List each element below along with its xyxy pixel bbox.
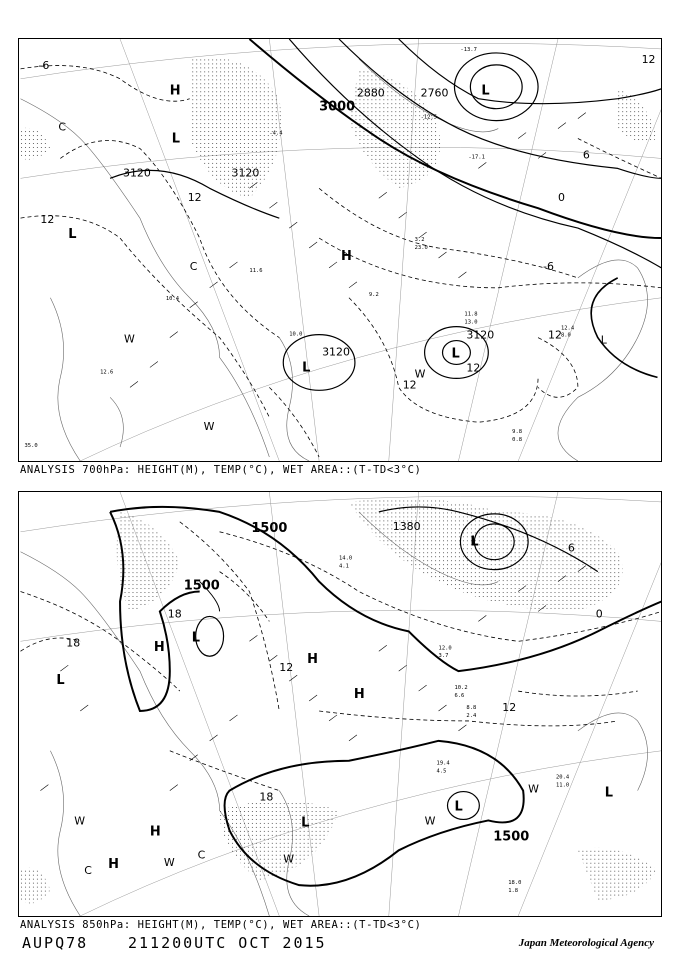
temp-label: -6	[38, 58, 50, 72]
center-label: L	[68, 227, 77, 243]
pressure-centers	[58, 83, 607, 436]
center-label: L	[301, 815, 310, 831]
center-label: W	[203, 420, 215, 434]
center-label: W	[74, 814, 86, 828]
center-label: L	[451, 346, 460, 362]
temp-label: 12	[466, 361, 481, 375]
height-label: 1380	[392, 519, 421, 533]
center-label: W	[283, 852, 295, 866]
temp-label: 12	[187, 191, 202, 205]
height-label: 3120	[231, 166, 260, 180]
center-label: L	[56, 673, 65, 689]
height-label: 3120	[466, 328, 495, 342]
temp-label: 18	[167, 607, 182, 621]
center-label: H	[353, 687, 365, 703]
obs-value: 12.0	[438, 645, 452, 652]
obs-value: 0.8	[512, 437, 523, 444]
temp-label: 18	[259, 790, 274, 804]
temp-label: 12	[40, 213, 55, 227]
obs-value: 2.4	[466, 712, 477, 719]
center-label: H	[108, 857, 119, 873]
map-panel-850hpa	[18, 491, 662, 917]
center-label: L	[171, 131, 181, 147]
obs-value: 9.2	[368, 291, 379, 298]
obs-value: 12.4	[560, 325, 575, 332]
wet-area	[21, 57, 658, 198]
temp-label: 12	[279, 661, 294, 675]
temp-label: 12	[502, 700, 517, 714]
center-label: W	[424, 814, 436, 828]
height-label: 1500	[183, 578, 220, 594]
obs-value: 13.0	[464, 319, 478, 326]
center-label: L	[604, 785, 613, 801]
center-label: H	[341, 248, 352, 264]
obs-value: 10.4	[165, 295, 180, 302]
map-panel-700hpa	[18, 38, 662, 462]
height-label: 3000	[319, 99, 356, 115]
height-label: 2760	[420, 86, 449, 100]
obs-value: 20.4	[555, 774, 570, 781]
temp-label: -6	[543, 259, 554, 273]
obs-value: 3.7	[438, 653, 449, 660]
map-700hpa-canvas	[19, 39, 662, 461]
center-label: H	[153, 640, 165, 656]
obs-value: 12.6	[100, 369, 114, 376]
temp-label: 12	[641, 52, 656, 66]
temp-label: 0	[595, 607, 603, 621]
center-label: H	[307, 652, 318, 668]
center-label: L	[600, 333, 607, 347]
temp-label: 18	[66, 636, 81, 650]
center-label: W	[124, 332, 135, 346]
agency-credit: Japan Meteorological Agency	[518, 937, 654, 949]
obs-value: 4.5	[436, 768, 447, 775]
obs-value: 3.2	[414, 237, 425, 244]
temp-label: 0	[557, 191, 565, 205]
center-label: C	[84, 864, 92, 878]
center-label: C	[58, 120, 66, 134]
obs-value: -13.7	[460, 46, 477, 53]
obs-value: -4.4	[269, 130, 283, 137]
obs-value: 23.0	[414, 245, 428, 252]
obs-value: 19.4	[436, 760, 450, 767]
obs-value: 4.1	[339, 563, 349, 570]
caption-700hpa: ANALYSIS 700hPa: HEIGHT(M), TEMP(°C), WET AREA::(T-TD<3°C)	[20, 464, 422, 476]
center-label: L	[470, 534, 479, 550]
height-label: 1500	[493, 829, 530, 845]
obs-value: 11.0	[555, 782, 570, 789]
station-observations	[25, 47, 575, 449]
obs-value: 10.0	[289, 331, 303, 338]
height-label: 3120	[322, 345, 350, 359]
issue-time: 211200UTC OCT 2015	[128, 934, 327, 952]
temp-label: 12	[548, 328, 562, 342]
center-label: L	[302, 360, 311, 376]
obs-value: -17.1	[468, 154, 485, 161]
obs-value: 9.8	[512, 429, 523, 436]
obs-value: 14.0	[339, 555, 353, 562]
temp-label: 12	[402, 378, 417, 392]
obs-value: -12.5	[420, 114, 438, 121]
obs-value: 6.6	[454, 693, 465, 700]
obs-value: 10.2	[454, 685, 468, 692]
center-label: W	[414, 367, 426, 381]
temp-label: 6	[582, 148, 590, 162]
height-label: 1500	[251, 520, 288, 536]
obs-value: 11.8	[464, 311, 478, 318]
obs-value: 8.8	[466, 704, 477, 711]
caption-850hpa: ANALYSIS 850hPa: HEIGHT(M), TEMP(°C), WET AREA::(T-TD<3°C)	[20, 919, 422, 931]
height-label: 2880	[356, 86, 385, 100]
center-label: H	[169, 83, 181, 99]
height-label: 3120	[123, 166, 151, 180]
center-label: H	[149, 824, 161, 840]
temp-label: 6	[567, 541, 575, 555]
obs-value: 11.6	[249, 267, 263, 274]
center-label: C	[189, 259, 198, 273]
center-label: L	[191, 630, 200, 646]
obs-value: 8.0	[560, 332, 571, 339]
center-label: L	[481, 83, 490, 99]
center-label: W	[163, 856, 175, 870]
center-label: C	[197, 848, 206, 862]
chart-id: AUPQ78	[22, 934, 89, 952]
map-850hpa-canvas	[19, 492, 662, 916]
center-label: W	[528, 782, 539, 796]
obs-value: 35.0	[24, 443, 38, 450]
obs-value: 18.0	[508, 880, 522, 887]
height-labels	[123, 86, 495, 362]
center-label: L	[454, 799, 463, 815]
obs-value: 1.8	[508, 888, 519, 895]
